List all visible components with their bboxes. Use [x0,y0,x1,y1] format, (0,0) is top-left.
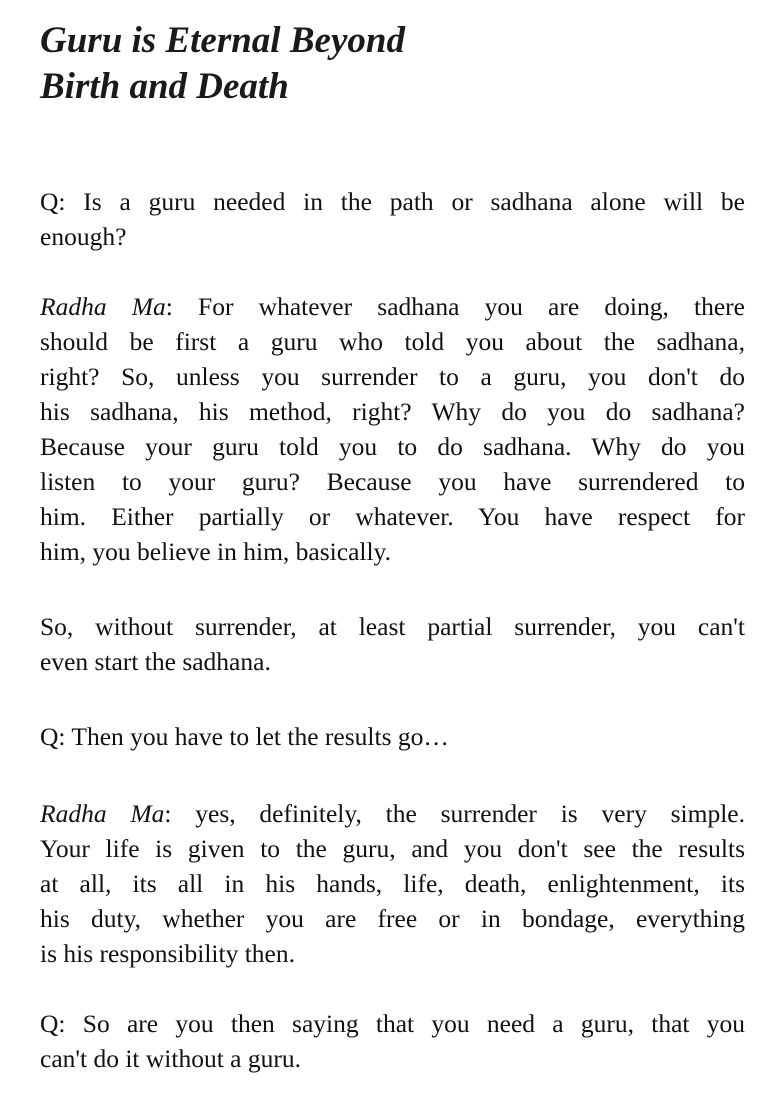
text-line [40,464,745,499]
line-text: enough? [40,222,127,251]
line-text: should be first a guru who told you about the sadhana, [40,327,745,356]
text-line [40,936,745,971]
text-line [40,324,745,359]
text-line [40,1006,745,1041]
paragraph [40,796,745,971]
chapter-title-line: Birth and Death [40,66,289,107]
line-text: can't do it without a guru. [40,1044,301,1073]
text-line [40,394,745,429]
paragraph [40,719,745,754]
text-line [40,866,745,901]
line-text: Because your guru told you to do sadhana. Why do you [40,432,745,461]
text-line [40,289,745,324]
line-text: Q: Then you have to let the results go… [40,722,449,751]
line-text: right? So, unless you surrender to a guru, you don't do [40,362,745,391]
chapter-title [40,18,405,110]
chapter-title-line: Guru is Eternal Beyond [40,20,405,61]
line-text: : yes, definitely, the surrender is very simple. [164,799,745,828]
text-line [40,429,745,464]
line-text: him, you believe in him, basically. [40,537,392,566]
text-line [40,534,745,569]
text-line [40,359,745,394]
paragraph [40,184,745,254]
line-text: him. Either partially or whatever. You have respect for [40,502,745,531]
line-text: : For whatever sadhana you are doing, there [165,292,745,321]
paragraph [40,1006,745,1076]
text-line [40,1041,745,1076]
speaker-name: Radha Ma [40,292,166,321]
text-line [40,831,745,866]
text-line [40,499,745,534]
text-line [40,796,745,831]
line-text: Your life is given to the guru, and you don't see the results [40,834,745,863]
line-text: at all, its all in his hands, life, death, enlightenment, its [40,869,745,898]
text-line [40,184,745,219]
paragraph [40,609,745,679]
speaker-name: Radha Ma [40,799,165,828]
line-text: So, without surrender, at least partial surrender, you can't [40,612,745,641]
line-text: is his responsibility then. [40,939,295,968]
line-text: his duty, whether you are free or in bondage, everything [40,904,745,933]
line-text: even start the sadhana. [40,647,271,676]
text-line [40,901,745,936]
line-text: Q: Is a guru needed in the path or sadhana alone will be [40,187,745,216]
line-text: listen to your guru? Because you have surrendered to [40,467,745,496]
text-line [40,609,745,644]
text-line [40,644,745,679]
text-line [40,719,745,754]
text-line [40,219,745,254]
paragraph [40,289,745,569]
line-text: his sadhana, his method, right? Why do you do sadhana? [40,397,745,426]
line-text: Q: So are you then saying that you need a guru, that you [40,1009,745,1038]
